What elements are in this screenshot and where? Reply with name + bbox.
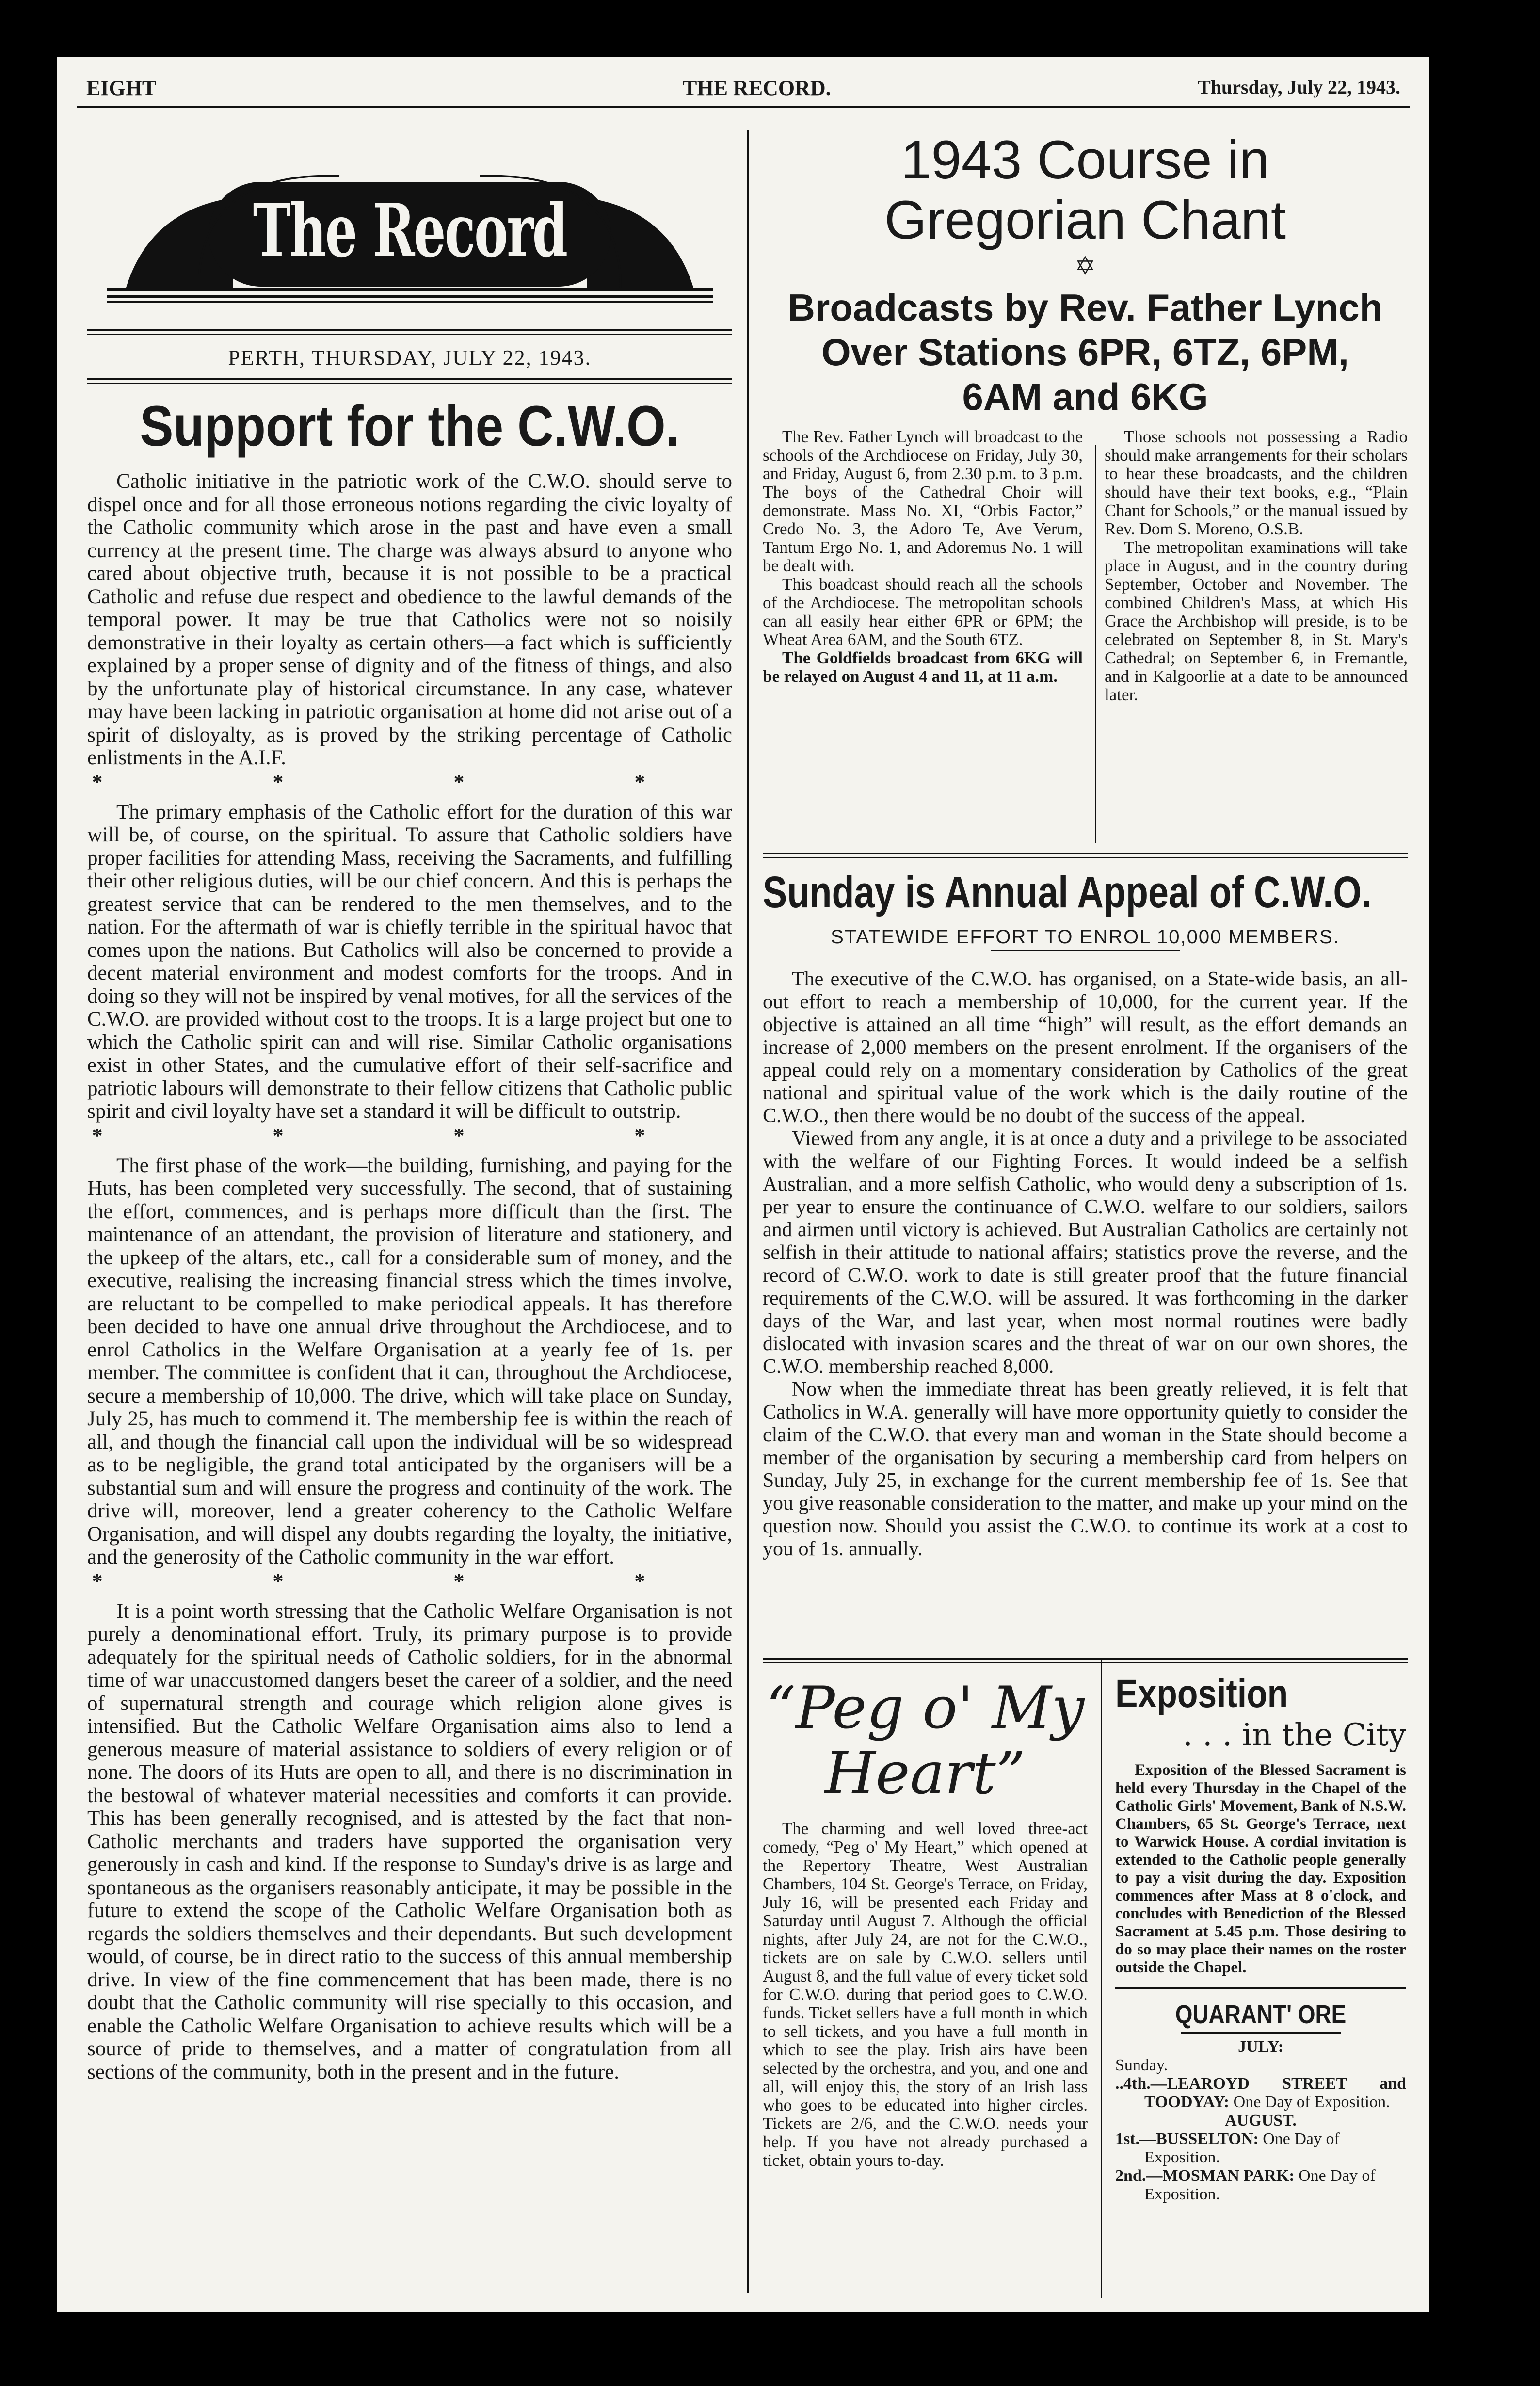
star-icon: ✡ bbox=[1075, 253, 1096, 280]
exposition-subtitle: . . . in the City bbox=[1183, 1717, 1406, 1753]
quarant-sunday: Sunday. bbox=[1115, 2056, 1168, 2074]
dateline: PERTH, THURSDAY, JULY 22, 1943. bbox=[228, 346, 592, 370]
peg-title-line1: “Peg o' My bbox=[766, 1675, 1085, 1742]
exposition-title: Exposition bbox=[1115, 1672, 1288, 1716]
editorial-body bbox=[87, 470, 732, 2083]
newspaper-page bbox=[57, 57, 1429, 2312]
running-header bbox=[77, 76, 1410, 105]
editorial-title: Support for the C.W.O. bbox=[140, 394, 680, 458]
appeal-paragraph: The executive of the C.W.O. has organised, on a State-wide basis, an all-out effort to reach a membership of 10,000, for the current year. If the objective is attained an all time “high” will result, as the effort demands an increase of 2,000 members on the present enrolment. If the organisers of the appeal could rely on a momentary consideration by Catholics of the great national and spiritual value of the work which is the daily routine of the C.W.O., then there would be no doubt of the success of the appeal. bbox=[763, 968, 1408, 1127]
appeal-article bbox=[763, 865, 1408, 1561]
quarant-date: 2nd.— bbox=[1115, 2167, 1163, 2185]
chant-subtitle: Broadcasts by Rev. Father Lynch Over Stations 6PR, 6TZ, 6PM, 6AM and 6KG bbox=[787, 286, 1383, 418]
masthead-logo bbox=[87, 142, 732, 324]
quarant-entry bbox=[1115, 2167, 1406, 2204]
editorial-paragraph: The first phase of the work—the building, furnishing, and paying for the Huts, has been completed very successfully. The second, that of sustaining the effort, commences, and is perhaps more difficult than the first. The maintenance of an attendant, the provision of literature and stationery, and the upkeep of the altars, etc., call for a considerable sum of money, and the executive, realising the increasing financial stress which the times involve, are reluctant to be compelled to make periodical appeals. It has therefore been decided to have one annual drive throughout the Archdiocese, and to enrol Catholics in the Welfare Organisation at a yearly fee of 1s. per member. The committee is confident that it can, throughout the Archdiocese, secure a membership of 10,000. The drive, which will take place on Sunday, July 25, has much to commend it. The membership fee is within the reach of all, and though the financial call upon the individual will be so widespread as to be negligible, the grand total anticipated by the organisers will be a substantial sum and will ensure the progress and continuity of the work. The drive will, moreover, lend a greater coherency to the Catholic Welfare Organisation, and will dispel any doubts regarding the loyalty, the initiative, and the generosity of the Catholic community in the war effort. bbox=[87, 1154, 732, 1568]
quarant-place: LEAROYD STREET and TOODYAY: bbox=[1144, 2075, 1406, 2111]
section-stars: * * * * bbox=[92, 770, 728, 794]
quarant-entry bbox=[1115, 2130, 1406, 2167]
appeal-subtitle-rule bbox=[991, 950, 1180, 951]
exposition-body bbox=[1115, 1761, 1406, 1977]
peg-paragraph: The charming and well loved three-act comedy, “Peg o' My Heart,” which opened at the Repertory Theatre, West Australian Chambers, 104 St. George's Terrace, on Friday, July 16, will be presented each Friday and Saturday until August 7. Although the official nights, after July 24, are not for the C.W.O., tickets are on sale by C.W.O. sellers until August 8, and the full value of every ticket sold for C.W.O. during that period goes to C.W.O. funds. Ticket sellers have a full month in which to sell tickets, and you have a full month in which to see the play. Irish airs have been selected by the orchestra, and you, and one and all, will enjoy this, the story of an Irish lass who goes to be educated into higher circles. Tickets are 2/6, and the C.W.O. needs your help. If you have not already purchased a ticket, obtain yours to-day. bbox=[763, 1819, 1088, 2170]
chant-col-1 bbox=[763, 428, 1083, 704]
exposition-paragraph: Exposition of the Blessed Sacrament is held every Thursday in the Chapel of the Catholic Girls' Movement, Bank of N.S.W. Chambers, 65 St. George's Terrace, next to Warwick House. A cordial invitation is extended to the Catholic people generally to pay a visit during the day. Exposition commences after Mass at 8 o'clock, and concludes with Benediction of the Blessed Sacrament at 5.45 p.m. Those desiring to do so may place their names on the roster outside the Chapel. bbox=[1115, 1761, 1406, 1976]
section-stars: * * * * bbox=[92, 1569, 728, 1593]
chant-col-2 bbox=[1105, 428, 1408, 704]
header-rule bbox=[77, 106, 1410, 108]
chant-paragraph: The Rev. Father Lynch will broadcast to the schools of the Archdiocese on Friday, July 30, and Friday, August 6, from 2.30 p.m. to 3 p.m. The boys of the Cathedral Choir will demonstrate. Mass No. XI, “Orbis Factor,” Credo No. 3, the Adoro Te, Ave Verum, Tantum Ergo No. 1, and Adoremus No. 1 will be dealt with. bbox=[763, 427, 1083, 575]
appeal-subtitle: STATEWIDE EFFORT TO ENROL 10,000 MEMBERS. bbox=[831, 926, 1340, 948]
editorial-paragraph: The primary emphasis of the Catholic effort for the duration of this war will be, of course, on the spiritual. To assure that Catholic soldiers have proper facilities for attending Mass, receiving the Sacraments, and fulfilling their other religious duties, will be our chief concern. And this is perhaps the greatest service that can be rendered to the men themselves, and to the nation. For the aftermath of war is chiefly terrible in the spiritual havoc that comes upon the nations. But Catholics will also be concerned to provide a decent material environment and modest comforts for the troops. And in doing so they will not be inspired by venal motives, for all the services of the C.W.O. are provided without cost to the troops. It is a large project but one to which the Catholic spirit can and will rise. Similar Catholic organisations exist in other States, and the cumulative effort of their self-sacrifice and patriotic labours will demonstrate to their fellow citizens that Catholic public spirit and civil loyalty have set a standard it will be difficult to outstrip. bbox=[87, 800, 732, 1123]
quarant-date: ..4th.— bbox=[1115, 2075, 1167, 2093]
quarant-title: QUARANT' ORE bbox=[1175, 2000, 1347, 2029]
peg-article bbox=[763, 1672, 1088, 2170]
editorial-paragraph: Catholic initiative in the patriotic work of the C.W.O. should serve to dispel once and for all those erroneous notions regarding the civic loyalty of the Catholic community which arose in the past and have even a small currency at the present time. The charge was always absurd to anyone who cared about objective truth, because it is not possible to be a practical Catholic and refuse due respect and obedience to the lawful demands of the temporal power. It may be true that Catholics were not so noisily demonstrative in their loyalty as certain others—a fact which is sufficiently explained by a proper sense of dignity and of the fitness of things, and also by the unfortunate play of historical circumstance. In any case, whatever may have been lacking in patriotic organisation at home did not arise out of a spirit of disloyalty, as is proved by the striking percentage of Catholic enlistments in the A.I.F. bbox=[87, 470, 732, 769]
chant-bottom-rule bbox=[763, 853, 1408, 858]
masthead-rule-bottom bbox=[87, 378, 732, 384]
peg-body bbox=[763, 1820, 1088, 2170]
section-stars: * * * * bbox=[92, 1123, 728, 1147]
chant-goldfields: The Goldfields broadcast from 6KG will be relayed on August 4 and 11, at 11 a.m. bbox=[763, 648, 1083, 686]
editorial-paragraph: It is a point worth stressing that the Catholic Welfare Organisation is not purely a denominational effort. Truly, its primary purpose is to provide adequately for the spiritual needs of Catholic soldiers, for in the abnormal time of war unaccustomed dangers beset the career of a soldier, and the need of supernatural strength and courage which religion alone gives is intensified. But the Catholic Welfare Organisation aims also to lend a generous measure of material assistance to soldiers of every religion or of none. The doors of its Huts are open to all, and there is no discrimination in the bestowal of whatever material necessities and comforts it can provide. This has been generally recognised, and is attested by the fact that non-Catholic merchants and traders have supported the organisation very generously in cash and kind. If the response to Sunday's drive is as large and spontaneous as the organisers reasonably anticipate, it may be possible in the future to extend the scope of the Catholic Welfare Organisation both as regards the soldiers themselves and their dependants. But such development would, of course, be in direct ratio to the success of this annual membership drive. In view of the fine commencement that has been made, there is no doubt that the Catholic community will rise specially to this occasion, and enable the Catholic Welfare Organisation to achieve results which will be a source of pride to themselves, and a matter of congratulation from all sections of the community, both in the present and in the future. bbox=[87, 1599, 732, 2083]
masthead-rule-top bbox=[87, 329, 732, 335]
appeal-paragraph: Now when the immediate threat has been greatly relieved, it is felt that Catholics in W.A. generally will have more opportunity quietly to consider the claim of the C.W.O. that every man and woman in the State should become a member of the organisation by securing a membership card from helpers on Sunday, July 25, in exchange for the current membership fee of 1s. See that you give reasonable consideration to the matter, and make up your mind on the question now. Should you assist the C.W.O. to continue its work at a cost to you of 1s. annually. bbox=[763, 1378, 1408, 1560]
issue-date: Thursday, July 22, 1943. bbox=[1198, 76, 1400, 98]
page-number: EIGHT bbox=[86, 76, 157, 100]
paper-name: THE RECORD. bbox=[683, 76, 831, 100]
quarant-rule bbox=[1115, 1987, 1406, 1989]
appeal-title: Sunday is Annual Appeal of C.W.O. bbox=[763, 868, 1372, 917]
appeal-paragraph: Viewed from any angle, it is at once a duty and a privilege to be associated with the welfare of our Fighting Forces. It would indeed be a selfish Australian, and a more selfish Catholic, who would deny a subscription of 1s. per year to ensure the continuance of C.W.O. welfare to our soldiers, sailors and airmen until victory is achieved. But Australian Catholics are certainly not selfish in their attitude to national affairs; statistics prove the reverse, and the record of C.W.O. work to date is still greater proof that the future financial requirements of the C.W.O. will be assured. It was forthcoming in the darker days of the War, and last year, when most normal routines were badly dislocated with invasion scares and the threat of war on our own shores, the C.W.O. membership reached 8,000. bbox=[763, 1128, 1408, 1378]
quarant-place: BUSSELTON: bbox=[1156, 2130, 1259, 2148]
chant-article bbox=[763, 130, 1408, 704]
quarant-title-rule bbox=[1181, 2032, 1341, 2034]
quarant-month-july: JULY: bbox=[1238, 2038, 1283, 2056]
chant-column-divider bbox=[1095, 445, 1096, 843]
quarant-place: MOSMAN PARK: bbox=[1162, 2167, 1295, 2185]
quarant-detail: One Day of Exposition. bbox=[1144, 2130, 1340, 2166]
quarant-detail: One Day of Exposition. bbox=[1144, 2167, 1376, 2203]
logo-text: The Record bbox=[253, 188, 567, 274]
bottom-column-divider bbox=[1101, 1658, 1102, 2298]
chant-columns bbox=[763, 428, 1408, 704]
appeal-body bbox=[763, 968, 1408, 1561]
exposition-article bbox=[1115, 1672, 1406, 2204]
peg-title-line2: Heart” bbox=[824, 1740, 1026, 1807]
quarant-list bbox=[1115, 2038, 1406, 2204]
chant-title: 1943 Course in Gregorian Chant bbox=[884, 129, 1286, 250]
column-divider bbox=[747, 130, 749, 2293]
chant-paragraph: The metropolitan examinations will take place in August, and in the country during September, October and November. The combined Children's Mass, at which His Grace the Archbishop will preside, is to be celebrated on September 8, in St. Mary's Cathedral; on September 6, in Fremantle, and in Kalgoorlie at a date to be announced later. bbox=[1105, 538, 1408, 704]
quarant-detail: One Day of Exposition. bbox=[1229, 2093, 1390, 2111]
quarant-month-august: AUGUST. bbox=[1225, 2112, 1297, 2129]
chant-paragraph: Those schools not possessing a Radio should make arrangements for their scholars to hear these broadcasts, and the children should have their text books, e.g., “Plain Chant for Schools,” or the manual issued by Rev. Dom S. Moreno, O.S.B. bbox=[1105, 427, 1408, 538]
chant-paragraph: This boadcast should reach all the schools of the Archdiocese. The metropolitan schools can all easily hear either 6PR or 6PM; the Wheat Area 6AM, and the South 6TZ. bbox=[763, 575, 1083, 649]
quarant-entry bbox=[1115, 2075, 1406, 2112]
appeal-bottom-rule bbox=[763, 1658, 1408, 1663]
left-column bbox=[87, 142, 732, 2083]
quarant-date: 1st.— bbox=[1115, 2130, 1156, 2148]
